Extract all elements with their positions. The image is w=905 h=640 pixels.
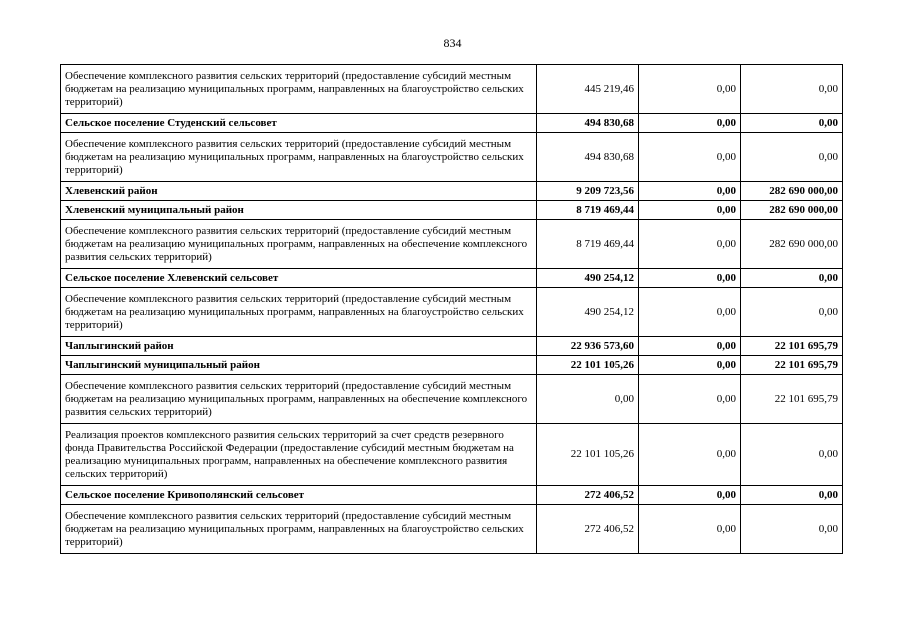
value-cell-3: 282 690 000,00 — [741, 201, 843, 220]
value-cell-3: 0,00 — [741, 114, 843, 133]
table-row-subtotal — [61, 269, 843, 288]
value-cell-3: 0,00 — [741, 269, 843, 288]
value-cell-1: 445 219,46 — [537, 65, 639, 114]
value-cell-1: 490 254,12 — [537, 288, 639, 337]
row-name-cell: Сельское поселение Студенский сельсовет — [61, 114, 537, 133]
value-cell-3: 0,00 — [741, 505, 843, 554]
value-cell-3: 282 690 000,00 — [741, 220, 843, 269]
value-cell-2: 0,00 — [639, 424, 741, 486]
row-name-cell: Обеспечение комплексного развития сельских территорий (предоставление субсидий местным бюджетам на реализацию муниципальных программ, направленных на благоустройство сельских территорий) — [61, 288, 537, 337]
value-cell-1: 9 209 723,56 — [537, 182, 639, 201]
value-cell-2: 0,00 — [639, 288, 741, 337]
value-cell-2: 0,00 — [639, 269, 741, 288]
row-name-cell: Обеспечение комплексного развития сельских территорий (предоставление субсидий местным бюджетам на реализацию муниципальных программ, направленных на благоустройство сельских территорий) — [61, 133, 537, 182]
row-name-cell: Чаплыгинский муниципальный район — [61, 356, 537, 375]
row-name-cell: Обеспечение комплексного развития сельских территорий (предоставление субсидий местным бюджетам на реализацию муниципальных программ, направленных на обеспечение комплексного развития сельских территорий) — [61, 220, 537, 269]
row-name-cell: Сельское поселение Хлевенский сельсовет — [61, 269, 537, 288]
value-cell-1: 8 719 469,44 — [537, 220, 639, 269]
page-number: 834 — [443, 36, 462, 50]
value-cell-1: 22 936 573,60 — [537, 337, 639, 356]
row-name-cell: Сельское поселение Кривополянский сельсовет — [61, 486, 537, 505]
value-cell-1: 272 406,52 — [537, 505, 639, 554]
value-cell-1: 8 719 469,44 — [537, 201, 639, 220]
value-cell-2: 0,00 — [639, 505, 741, 554]
budget-table — [60, 64, 843, 554]
row-name-cell: Обеспечение комплексного развития сельских территорий (предоставление субсидий местным бюджетам на реализацию муниципальных программ, направленных на благоустройство сельских территорий) — [61, 505, 537, 554]
row-name-cell: Обеспечение комплексного развития сельских территорий (предоставление субсидий местным бюджетам на реализацию муниципальных программ, направленных на обеспечение комплексного развития сельских территорий) — [61, 375, 537, 424]
value-cell-2: 0,00 — [639, 356, 741, 375]
value-cell-3: 22 101 695,79 — [741, 337, 843, 356]
row-name-cell: Реализация проектов комплексного развития сельских территорий за счет средств резервного фонда Правительства Российской Федерации (предоставление субсидий местным бюджетам на реализацию муниципальных программ, направленных на обеспечение комплексного развития сельских территорий) — [61, 424, 537, 486]
table-row — [61, 424, 843, 486]
value-cell-3: 282 690 000,00 — [741, 182, 843, 201]
table-row-subtotal — [61, 337, 843, 356]
value-cell-1: 22 101 105,26 — [537, 424, 639, 486]
value-cell-1: 22 101 105,26 — [537, 356, 639, 375]
value-cell-2: 0,00 — [639, 201, 741, 220]
table-row — [61, 505, 843, 554]
value-cell-3: 22 101 695,79 — [741, 356, 843, 375]
table-row — [61, 220, 843, 269]
value-cell-3: 0,00 — [741, 133, 843, 182]
table-row — [61, 288, 843, 337]
value-cell-3: 22 101 695,79 — [741, 375, 843, 424]
value-cell-2: 0,00 — [639, 182, 741, 201]
table-row — [61, 133, 843, 182]
table-row — [61, 375, 843, 424]
value-cell-2: 0,00 — [639, 114, 741, 133]
value-cell-1: 0,00 — [537, 375, 639, 424]
value-cell-1: 490 254,12 — [537, 269, 639, 288]
table-row-subtotal — [61, 356, 843, 375]
value-cell-3: 0,00 — [741, 424, 843, 486]
table-row-subtotal — [61, 486, 843, 505]
table-row-subtotal — [61, 182, 843, 201]
table-row-subtotal — [61, 201, 843, 220]
value-cell-3: 0,00 — [741, 65, 843, 114]
row-name-cell: Обеспечение комплексного развития сельских территорий (предоставление субсидий местным бюджетам на реализацию муниципальных программ, направленных на благоустройство сельских территорий) — [61, 65, 537, 114]
value-cell-1: 272 406,52 — [537, 486, 639, 505]
value-cell-2: 0,00 — [639, 65, 741, 114]
value-cell-2: 0,00 — [639, 486, 741, 505]
value-cell-1: 494 830,68 — [537, 133, 639, 182]
row-name-cell: Хлевенский муниципальный район — [61, 201, 537, 220]
value-cell-2: 0,00 — [639, 375, 741, 424]
table-row — [61, 65, 843, 114]
row-name-cell: Чаплыгинский район — [61, 337, 537, 356]
value-cell-3: 0,00 — [741, 288, 843, 337]
value-cell-2: 0,00 — [639, 337, 741, 356]
row-name-cell: Хлевенский район — [61, 182, 537, 201]
value-cell-1: 494 830,68 — [537, 114, 639, 133]
table-row-subtotal — [61, 114, 843, 133]
value-cell-3: 0,00 — [741, 486, 843, 505]
value-cell-2: 0,00 — [639, 133, 741, 182]
value-cell-2: 0,00 — [639, 220, 741, 269]
